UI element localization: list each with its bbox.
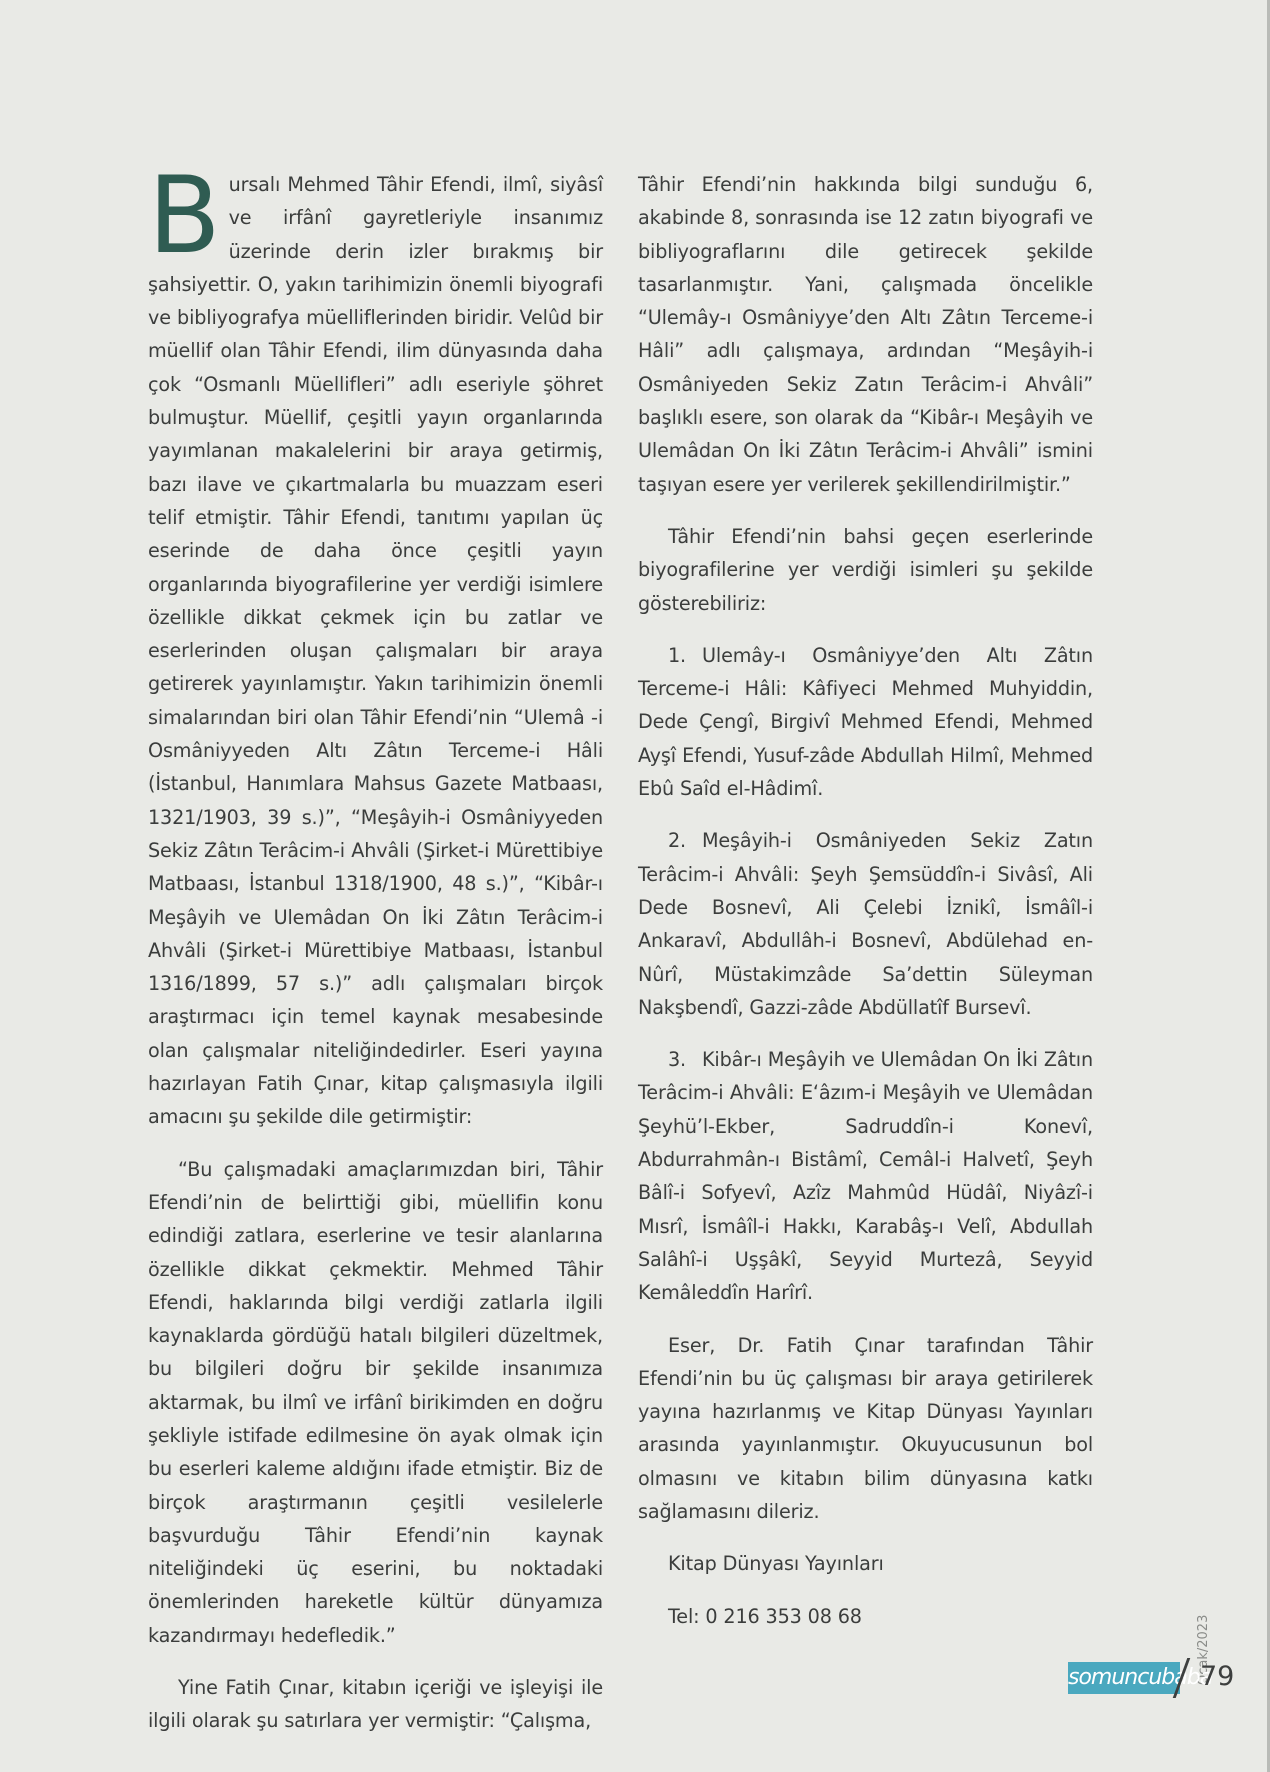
list-item [638,1043,1093,1309]
quote-paragraph: “Bu çalışmadaki amaçlarımızdan biri, Tâhir Efendi’nin de belirttiği gibi, müellifin konu edindiği zatlara, eserlerine ve tesir alanlarına özellikle dikkat çekmektir. Mehmed Tâhir Efendi, haklarında bilgi verdiği zatlarla ilgili kaynaklarda gördüğü hatalı bilgileri düzeltmek, bu bilgileri doğru bir şekilde insanımıza aktarmak, bu ilmî ve irfânî birikimden en doğru şekliyle istifade edilmesine ön ayak olmak için bu eserleri kaleme aldığını ifade etmiştir. Biz de birçok araştırmanın çeşitli vesilelerle başvurduğu Tâhir Efendi’nin kaynak niteliğindeki üç eserini, bu noktadaki önemlerinden hareketle kültür dünyamıza kazandırmayı hedefledik.” [148,1157,603,1647]
list-item [638,824,1093,1024]
quote-continuation: Tâhir Efendi’nin hakkında bilgi sunduğu 6, akabinde 8, sonrasında ise 12 zatın biyografi ve bibliyograflarını dile getirecek şekilde tasarlanmıştır. Yani, çalışmada öncelikle “Ulemây-ı Osmâniyye’den Altı Zâtın Terceme-i Hâli” adlı çalışmaya, ardından “Meşâyih-i Osmâniyeden Sekiz Zatın Terâcim-i Ahvâli” başlıklı esere, son olarak da “Kibâr-ı Meşâyih ve Ulemâdan On İki Zâtın Terâcim-i Ahvâli” ismini taşıyan esere yer verilerek şekillendirilmiştir.” [638,173,1093,496]
list-number: 1. [668,643,687,667]
publisher-phone: Tel: 0 216 353 08 68 [668,1604,862,1628]
right-column [638,168,1093,1652]
drop-cap: B [148,154,221,277]
intro-text: ursalı Mehmed Tâhir Efendi, ilmî, siyâsî ve irfânî gayretleriyle insanımız üzerinde derin izler bırakmış bir şahsiyettir. O, yakın tarihimizin önemli biyografi ve bibliyografya müelliflerinden biridir. Velûd bir müellif olan Tâhir Efendi, ilim dünyasında daha çok “Osmanlı Müellifleri” adlı eseriyle şöhret bulmuştur. Müellif, çeşitli yayın organlarında yayımlanan makalelerini bir araya getirmiş, bazı ilave ve çıkartmalarla bu muazzam eseri telif etmiştir. Tâhir Efendi, tanıtımı yapılan üç eserinde de daha önce çeşitli yayın organlarında biyografilerine yer verdiği isimlere özellikle dikkat çekmek için bu zatlar ve eserlerinden oluşan çalışmaları bir araya getirerek yayınlamıştır. Yakın tarihimizin önemli simalarından biri olan Tâhir Efendi’nin “Ulemâ -i Osmâniyyeden Altı Zâtın Terceme-i Hâli (İstanbul, Hanımlara Mahsus Gazete Matbaası, 1321/1903, 39 s.)”, “Meşâyih-i Osmâniyyeden Sekiz Zâtın Terâcim-i Ahvâli (Şirket-i Mürettibiye Matbaası, İstanbul 1318/1900, 48 s.)”, “Kibâr-ı Meşâyih ve Ulemâdan On İki Zâtın Terâcim-i Ahvâli (Şirket-i Mürettibiye Matbaası, İstanbul 1316/1899, 57 s.)” adlı çalışmaları birçok araştırmacı için temel kaynak mesabesinde olan çalışmalar niteliğindedirler. Eseri yayına hazırlayan Fatih Çınar, kitap çalışmasıyla ilgili amacını şu şekilde dile getirmiştir: [148,173,603,1129]
publisher-name: Kitap Dünyası Yayınları [668,1552,884,1576]
list-number: 2. [668,829,687,853]
list-text: Meşâyih-i Osmâniyeden Sekiz Zatın Terâcim-i Ahvâli: Şeyh Şemsüddîn-i Sivâsî, Ali Dede Bosnevî, Ali Çelebi İznikî, İsmâîl-i Ankaravî, Abdullâh-i Bosnevî, Abdülehad en-Nûrî, Müstakimzâde Sa’dettin Süleyman Nakşbendî, Gazzi-zâde Abdüllatîf Bursevî. [638,829,1093,1019]
intro-paragraph [148,154,603,1134]
list-number: 3. [668,1048,687,1072]
list-text: Kibâr-ı Meşâyih ve Ulemâdan On İki Zâtın Terâcim-i Ahvâli: E‘âzım-i Meşâyih ve Ulemâdan Şeyhü’l-Ekber, Sadruddîn-i Konevî, Abdurrahmân-ı Bistâmî, Cemâl-i Halvetî, Şeyh Bâlî-i Sofyevî, Azîz Mahmûd Hüdâî, Niyâzî-i Mısrî, İsmâîl-i Hakkı, Karabâş-ı Velî, Abdullah Salâhî-i Uşşâkî, Seyyid Murtezâ, Seyyid Kemâleddîn Harîrî. [638,1048,1093,1305]
conclusion-paragraph: Eser, Dr. Fatih Çınar tarafından Tâhir Efendi’nin bu üç çalışması bir araya getirilerek yayına hazırlanmış ve Kitap Dünyası Yayınları arasında yayınlanmıştır. Okuyucusunun bol olmasını ve kitabın bilim dünyasına katkı sağlamasını dileriz. [638,1333,1093,1523]
list-text: Ulemây-ı Osmâniyye’den Altı Zâtın Terceme-i Hâli: Kâfiyeci Mehmed Muhyiddin, Dede Çengî, Birgivî Mehmed Efendi, Mehmed Ayşî Efendi, Yusuf-zâde Abdullah Hilmî, Mehmed Ebû Saîd el-Hâdimî. [638,643,1093,801]
list-intro-paragraph: Tâhir Efendi’nin bahsi geçen eserlerinde biyografilerine yer verdiği isimleri şu şekilde gösterebiliriz: [638,524,1093,615]
list-item [638,639,1093,805]
left-column [148,154,603,1757]
issue-date: Ocak/2023 [1196,1614,1211,1685]
page-number: 79 [1200,1661,1235,1692]
magazine-brand-label: somuncubaba [1068,1662,1180,1694]
closing-paragraph-left: Yine Fatih Çınar, kitabın içeriği ve işleyişi ile ilgili olarak şu satırlara yer vermiştir: “Çalışma, [148,1676,603,1733]
